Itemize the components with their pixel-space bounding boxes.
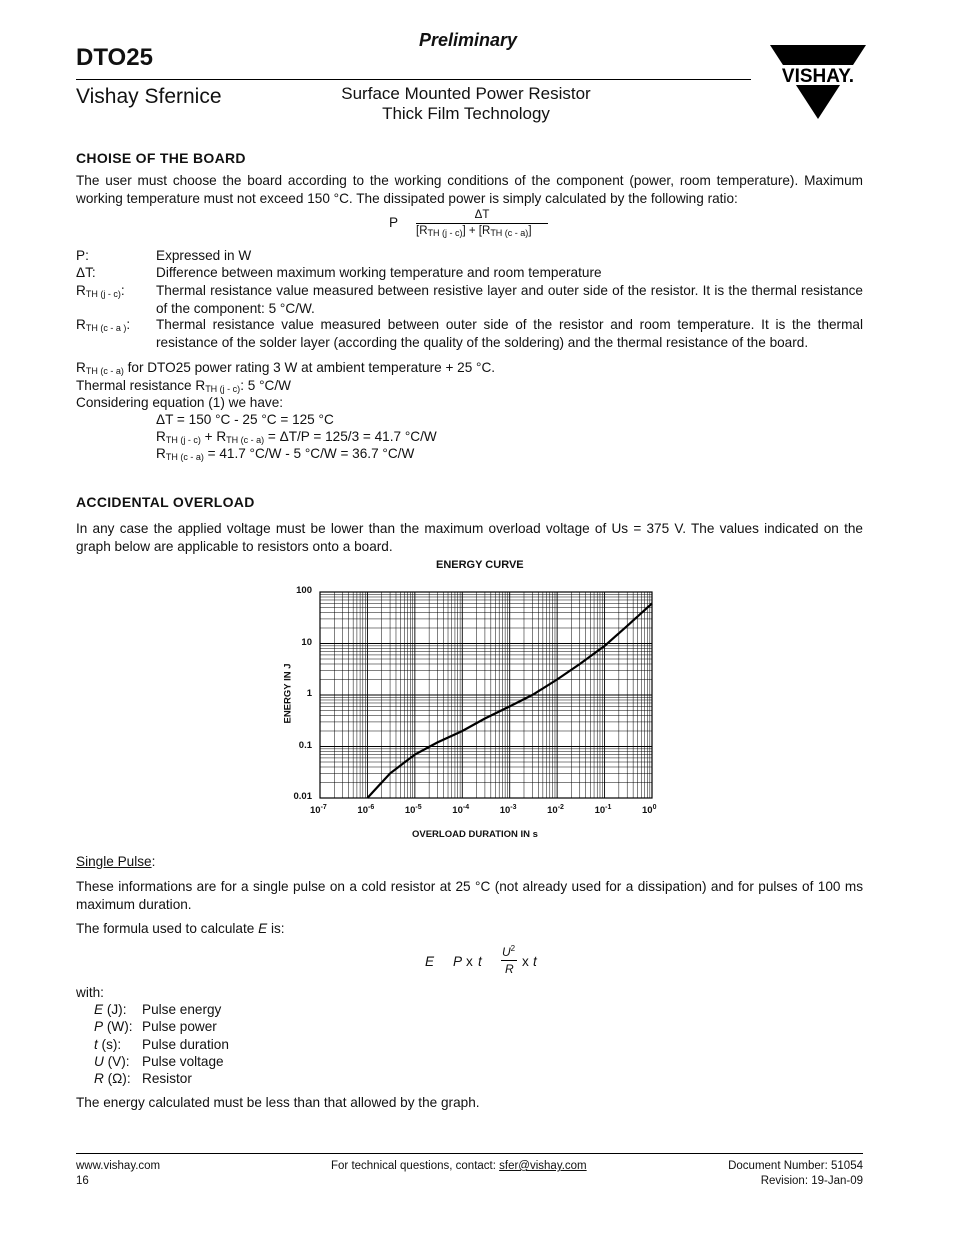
section-heading-board: CHOISE OF THE BOARD [76,150,246,166]
eq-r: R [505,962,514,976]
chart-xtick-label: $10^{-3}$ [499,804,517,816]
board-intro: The user must choose the board according to the working conditions of the component (power, room temperature). Maximum working temperature must not exceed 150 °C. The dissipated power is simply calculated by the following ratio: [76,173,863,206]
var-p-desc: Pulse power [142,1019,217,1034]
eq-t1: t [478,954,482,969]
var-e-label: E (J): [94,1002,127,1017]
preliminary-label: Preliminary [419,30,518,50]
calc-line-1: $R_{TH (c - a)}$ for DTO25 power rating 3 W at ambient temperature + 25 °C. [76,360,496,376]
def-label-p: P: [76,248,89,263]
eq-x1: x [466,954,473,969]
chart-xtick-label: $10^{-1}$ [594,804,612,816]
logo-text: VISHAY. [781,66,855,87]
eq-fraction-bar [501,960,517,961]
def-text-p: Expressed in W [156,248,252,263]
var-t-desc: Pulse duration [142,1037,229,1052]
chart-ytick-label: 0.1 [298,739,312,751]
formula-denominator: $[R_{TH (j - c)}] + [R_{TH (c - a)}]$ [416,225,532,238]
formula-lhs: P [389,215,399,230]
formula-fraction-bar [416,223,548,224]
eq-e: E [425,954,435,969]
calc-line-5: $R_{TH (j - c)} + R_{TH (c - a)} = \Delta T/P = 125/3 = 41.7$ °C/W [156,429,437,445]
chart-xtick-label: $10^{-6}$ [357,804,375,816]
pulse-text: These informations are for a single pulse on a cold resistor at 25 °C (not already used for a dissipation) and for pulses of 100 ms maximum duration. [76,879,863,912]
single-pulse-label: Single Pulse: [76,854,156,869]
calc-line-4: ΔT = 150 °C - 25 °C = 125 °C [156,412,334,427]
calc-line-2: Thermal resistance $R_{TH (j - c)}$: 5 °C/W [76,378,291,394]
calc-line-3: Considering equation (1) we have: [76,395,284,410]
var-r-label: R (Ω): [94,1071,131,1086]
def-label-rthca: $R_{TH (c - a )}$: [76,317,131,333]
chart-xtick-label: $10^0$ [642,804,657,816]
chart-series-line-0 [367,603,652,798]
footer-rule [76,1153,863,1154]
calc-line-6: $R_{TH (c - a)} = 41.7$ °C/W - 5 °C/W = 36.7 °C/W [156,446,415,462]
company-name: Vishay Sfernice [76,85,222,108]
chart-plot-area [320,592,652,798]
chart-ytick-label: 0.01 [293,791,312,802]
chart-ytick-label: 10 [301,636,312,648]
footer-email-link[interactable]: sfer@vishay.com [499,1160,587,1172]
var-u-label: U (V): [94,1054,130,1069]
footer-contact: For technical questions, contact: sfer@vishay.com [331,1160,587,1172]
eq-p: P [453,954,463,969]
with-label: with: [76,985,104,1000]
chart-ytick-label: 100 [296,585,312,596]
footer-revision: Revision: 19-Jan-09 [760,1175,863,1187]
chart-xlabel: OVERLOAD DURATION IN s [412,829,538,840]
var-e-desc: Pulse energy [142,1002,222,1017]
var-r-desc: Resistor [142,1071,192,1086]
vishay-logo [770,45,866,121]
document-title: DTO25 [76,44,153,71]
chart-xtick-label: $10^{-4}$ [452,804,470,816]
var-t-label: t (s): [94,1037,122,1052]
chart-xtick-label: $10^{-7}$ [310,804,327,816]
var-u-desc: Pulse voltage [142,1054,224,1069]
footer-page-number: 16 [76,1175,89,1187]
def-text-rthjc: Thermal resistance value measured between resistive layer and outer side of the resistor. It is the thermal resistance of the component: 5 °C/W. [156,283,863,316]
eq-x2: x [522,954,529,969]
var-p-label: P (W): [94,1019,133,1034]
subtitle-line-2: Thick Film Technology [382,104,550,123]
chart-xtick-label: $10^{-2}$ [547,804,564,816]
eq-u: $U^2$ [502,944,516,959]
formula-intro: The formula used to calculate E is: [76,921,285,936]
subtitle-line-1: Surface Mounted Power Resistor [341,84,591,103]
eq-t2: t [533,954,537,969]
overload-intro: In any case the applied voltage must be lower than the maximum overload voltage of Us = 375 V. The values indicated on the graph below are applicable to resistors onto a board. [76,521,863,554]
closing-text: The energy calculated must be less than that allowed by the graph. [76,1095,480,1110]
footer-doc-number: Document Number: 51054 [728,1160,863,1172]
header-rule [76,79,751,80]
chart-ylabel: ENERGY IN J [282,663,294,724]
chart-ytick-label: 1 [306,688,312,699]
footer-website[interactable]: www.vishay.com [76,1160,161,1172]
def-label-rthjc: $R_{TH (j - c)}$: [76,283,125,299]
def-text-dt: Difference between maximum working temperature and room temperature [156,265,602,280]
def-label-dt: ΔT: [76,265,96,280]
formula-numerator: ΔT [474,209,490,221]
chart-title: ENERGY CURVE [436,559,524,571]
chart-xtick-label: $10^{-5}$ [404,804,422,816]
def-text-rthca: Thermal resistance value measured between outer side of the resistor and room temperature. It is the thermal resistance of the solder layer (according the quality of the soldering) and the thermal resistance of the board. [156,317,863,350]
section-heading-overload: ACCIDENTAL OVERLOAD [76,494,255,510]
